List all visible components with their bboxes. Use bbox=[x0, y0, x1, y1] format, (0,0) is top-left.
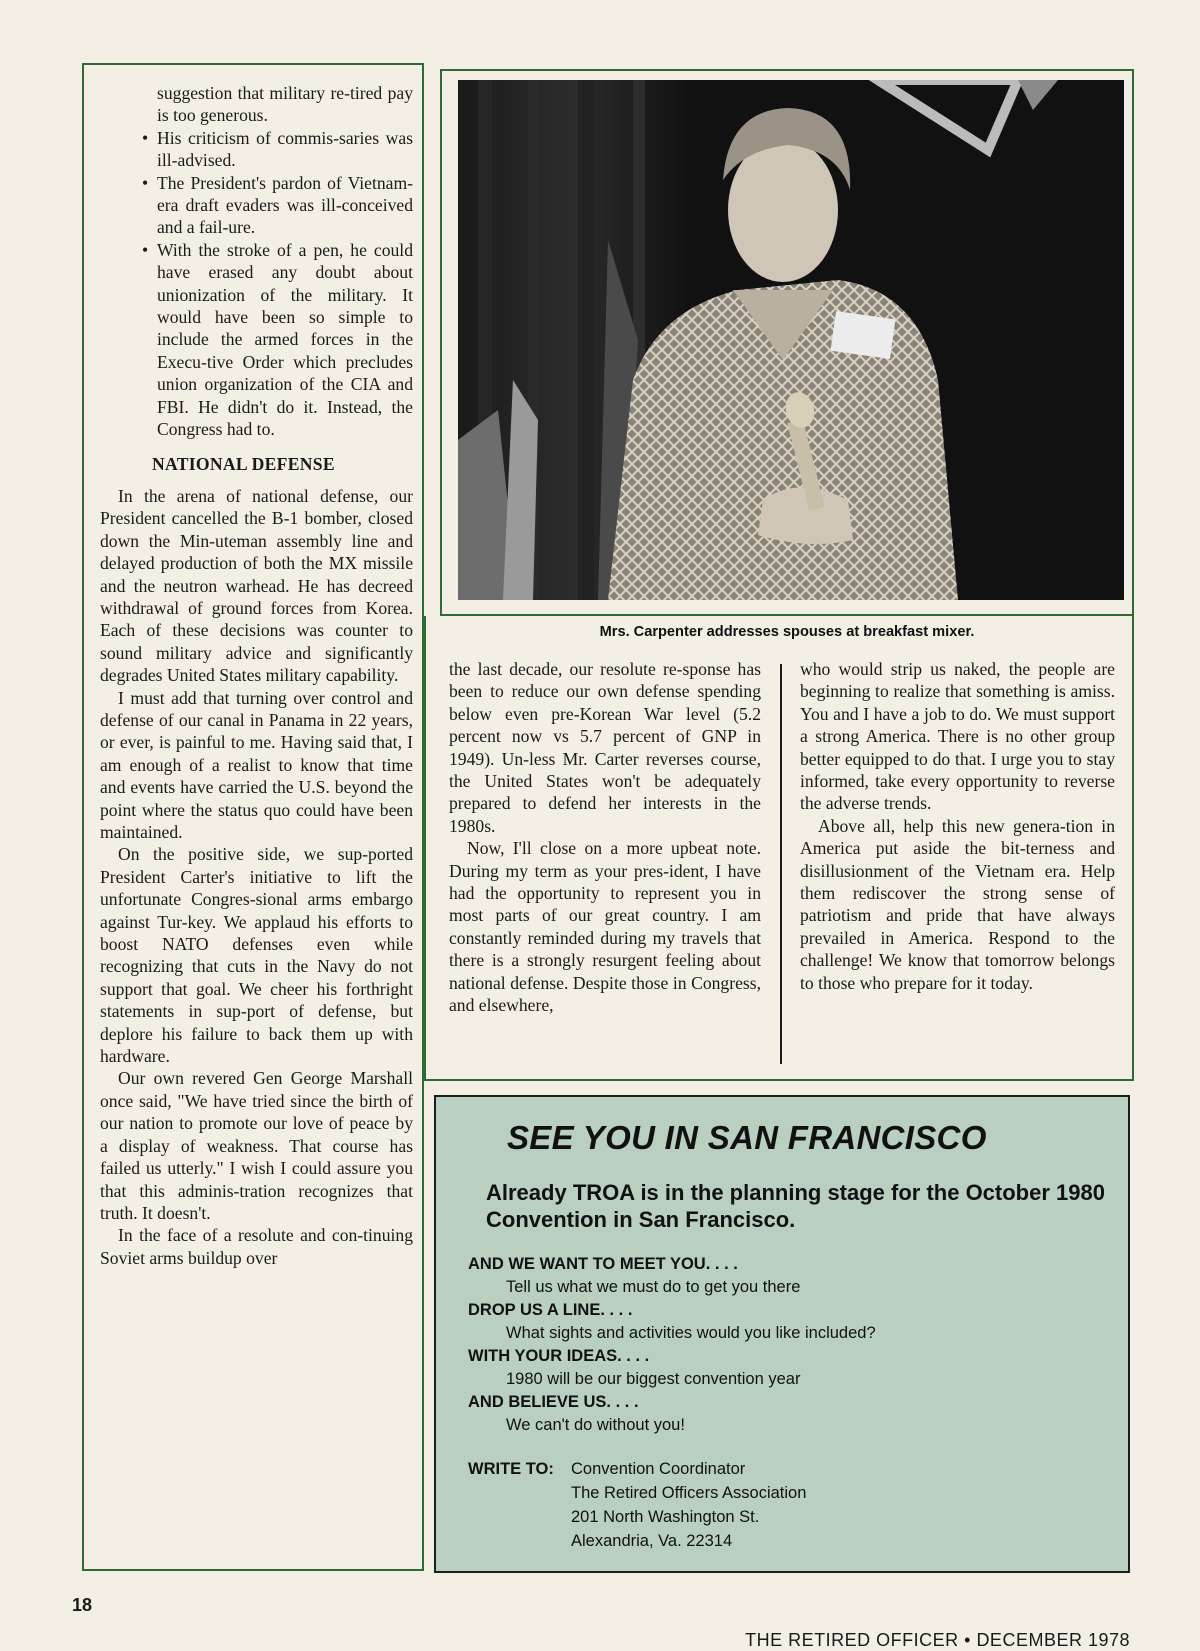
article-column-2 bbox=[449, 658, 761, 1017]
ad-item-heading: WITH YOUR IDEAS. . . . bbox=[468, 1347, 650, 1365]
ad-subtitle: Already TROA is in the planning stage for the October 1980 Convention in San Francisco. bbox=[486, 1180, 1105, 1232]
paragraph: In the face of a resolute and con-tinuing Soviet arms buildup over bbox=[100, 1225, 413, 1268]
photo-caption: Mrs. Carpenter addresses spouses at breakfast mixer. bbox=[599, 624, 975, 640]
ad-contact bbox=[468, 1457, 806, 1553]
ad-item-text: We can't do without you! bbox=[506, 1416, 685, 1434]
convention-ad-box bbox=[434, 1095, 1130, 1573]
paragraph: In the arena of national defense, our President cancelled the B-1 bomber, closed down the Min-uteman assembly line and delayed production of both the MX missile and the neutron warhead. He has decreed withdrawal of ground forces from Korea. Each of these decisions was counter to sound military advice and significantly degrades United States military capability. bbox=[100, 485, 413, 686]
write-to-label: WRITE TO: bbox=[468, 1460, 554, 1478]
address-line: 201 North Washington St. bbox=[571, 1508, 760, 1526]
paragraph: Now, I'll close on a more upbeat note. During my term as your pres-ident, I have had the opportunity to represent you in most parts of our great country. I am constantly reminded during my travels that there is a strongly resurgent feeling about national defense. Despite those in Congress, and elsewhere, bbox=[449, 838, 761, 1016]
page-number: 18 bbox=[72, 1595, 93, 1615]
bullet-icon: • bbox=[142, 239, 149, 260]
article-column-1 bbox=[100, 82, 413, 1269]
bullet-icon: • bbox=[142, 172, 149, 193]
paragraph: Above all, help this new genera-tion in America put aside the bit-terness and disillusionment of the Vietnam era. Help them rediscover the strong sense of patriotism and pride that have always prevailed in America. Respond to the challenge! We know that tomorrow belongs to those who prepare for it today. bbox=[800, 815, 1115, 993]
paragraph: who would strip us naked, the people are beginning to realize that something is amiss. You and I have a job to do. We must support a strong America. There is no other group better equipped to do that. I urge you to stay informed, take every opportunity to reverse the adverse trends. bbox=[800, 659, 1115, 814]
section-heading: NATIONAL DEFENSE bbox=[152, 453, 335, 474]
mailing-address bbox=[571, 1457, 806, 1553]
address-line: The Retired Officers Association bbox=[571, 1484, 807, 1502]
bullet-icon: • bbox=[142, 127, 149, 148]
ad-title: SEE YOU IN SAN FRANCISCO bbox=[507, 1119, 987, 1156]
address-line: Alexandria, Va. 22314 bbox=[571, 1532, 733, 1550]
footer-separator: • bbox=[964, 1630, 971, 1650]
publication-name: THE RETIRED OFFICER bbox=[745, 1630, 959, 1650]
running-footer bbox=[745, 1630, 1130, 1651]
article-column-3 bbox=[800, 658, 1115, 994]
ad-item-text: What sights and activities would you like included? bbox=[506, 1324, 876, 1342]
paragraph: On the positive side, we sup-ported President Carter's initiative to lift the unfortunate Congres-sional arms embargo against Tur-key. We applaud his efforts to boost NATO defenses even while recognizing that cuts in the Navy do not support that goal. We cheer his forthright statements in sup-port of defense, but deplore his failure to back them up with hardware. bbox=[100, 844, 413, 1067]
bullet-item: • His criticism of commis-saries was ill-advised. bbox=[142, 127, 413, 171]
ad-item-heading: DROP US A LINE. . . . bbox=[468, 1301, 633, 1319]
ad-item-text: 1980 will be our biggest convention year bbox=[506, 1370, 801, 1388]
bullet-item: • The President's pardon of Vietnam-era draft evaders was ill-conceived and a fail-ure. bbox=[142, 172, 413, 238]
address-line: Convention Coordinator bbox=[571, 1460, 746, 1478]
ad-item-text: Tell us what we must do to get you there bbox=[506, 1278, 801, 1296]
paragraph: Our own revered Gen George Marshall once said, "We have tried since the birth of our nation to promote our love of peace by a display of weakness. That course has failed us utterly." I wish I could assure you that this adminis-tration recognizes that truth. It doesn't. bbox=[100, 1068, 413, 1223]
paragraph: I must add that turning over control and defense of our canal in Panama in 22 years, or ever, is painful to me. Having said that, I am enough of a realist to know that time and events have carried the U.S. beyond the point where the status quo could have been maintained. bbox=[100, 687, 413, 842]
paragraph: the last decade, our resolute re-sponse has been to reduce our own defense spending below even pre-Korean War level (5.2 percent now vs 5.7 percent of GNP in 1949). Un-less Mr. Carter reverses course, the United States won't be adequately prepared to defend her interests in the 1980s. bbox=[449, 659, 761, 836]
bullet-list bbox=[100, 82, 413, 441]
ad-item-heading: AND BELIEVE US. . . . bbox=[468, 1393, 639, 1411]
issue-date: DECEMBER 1978 bbox=[976, 1630, 1130, 1650]
column-divider bbox=[780, 664, 782, 1064]
ad-item-heading: AND WE WANT TO MEET YOU. . . . bbox=[468, 1255, 738, 1273]
bullet-item: • With the stroke of a pen, he could have erased any doubt about unionization of the military. It would have been so simple to include the armed forces in the Execu-tive Order which precludes union organization of the CIA and FBI. He didn't do it. Instead, the Congress had to. bbox=[142, 239, 413, 440]
speaker-photo bbox=[458, 80, 1124, 600]
bullet-lead-text: suggestion that military re-tired pay is too generous. bbox=[157, 83, 413, 126]
ad-items bbox=[468, 1253, 1108, 1437]
